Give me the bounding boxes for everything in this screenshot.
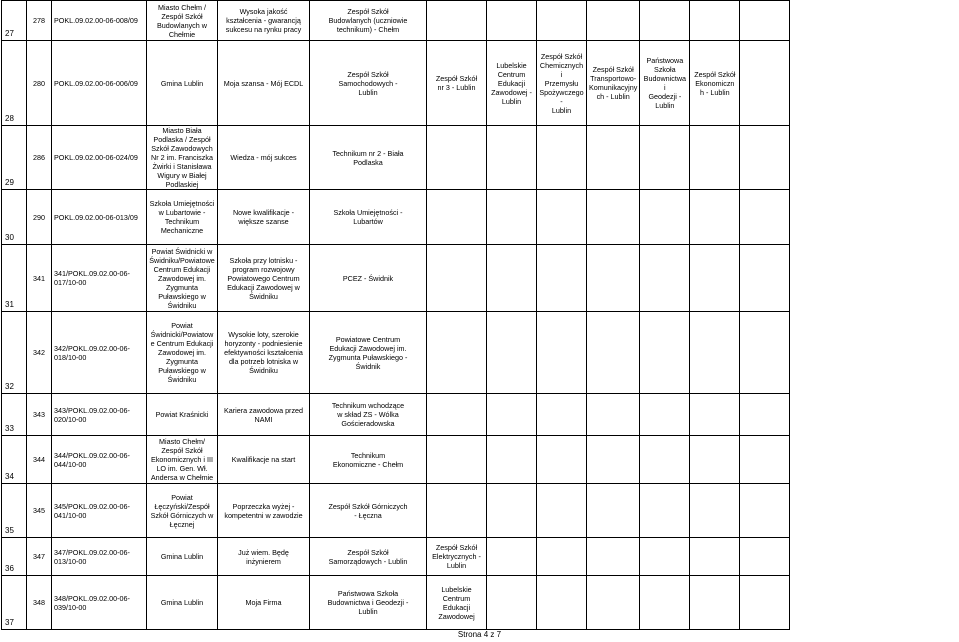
partner-school-cell <box>740 126 790 190</box>
partner-school-cell <box>690 484 740 538</box>
partner-school-cell <box>587 484 640 538</box>
partner-school-cell <box>640 126 690 190</box>
table-row <box>2 436 915 484</box>
row-number-cell: 32 <box>2 312 27 394</box>
partner-school-cell <box>587 1 640 41</box>
partner-school-cell <box>640 394 690 436</box>
table-row <box>2 312 915 394</box>
lp-cell: 344 <box>27 436 52 484</box>
partner-school-cell <box>487 484 537 538</box>
partner-school-cell: Zespół Szkół Ekonomiczn h - Lublin <box>690 41 740 126</box>
partner-school-cell <box>587 190 640 245</box>
partner-school-cell <box>640 1 690 41</box>
partner-school-cell: Zespół Szkół Elektrycznych - Lublin <box>427 538 487 576</box>
table-row <box>2 538 915 576</box>
lp-cell: 286 <box>27 126 52 190</box>
school-cell: PCEZ - Świdnik <box>310 245 427 312</box>
table-row <box>2 576 915 630</box>
project-number-cell: 345/POKL.09.02.00-06- 041/10-00 <box>52 484 147 538</box>
school-cell: Technikum wchodzące w skład ZS - Wólka Gościeradowska <box>310 394 427 436</box>
partner-school-cell <box>537 484 587 538</box>
partner-school-cell <box>537 190 587 245</box>
partner-school-cell <box>427 394 487 436</box>
partner-school-cell <box>740 245 790 312</box>
partner-school-cell <box>587 312 640 394</box>
partner-school-cell <box>587 394 640 436</box>
project-title-cell: Moja Firma <box>218 576 310 630</box>
partner-school-cell <box>587 538 640 576</box>
partner-school-cell <box>487 436 537 484</box>
partner-school-cell <box>640 190 690 245</box>
partner-school-cell <box>427 126 487 190</box>
partner-school-cell <box>740 576 790 630</box>
partner-school-cell <box>740 538 790 576</box>
row-number-cell: 35 <box>2 484 27 538</box>
project-table <box>1 0 915 630</box>
partner-school-cell <box>487 312 537 394</box>
partner-school-cell <box>487 576 537 630</box>
partner-school-cell <box>690 1 740 41</box>
partner-school-cell <box>587 576 640 630</box>
partner-school-cell <box>537 312 587 394</box>
row-number-cell: 30 <box>2 190 27 245</box>
lp-cell: 348 <box>27 576 52 630</box>
row-number-cell: 28 <box>2 41 27 126</box>
partner-school-cell <box>690 126 740 190</box>
project-number-cell: 347/POKL.09.02.00-06- 013/10-00 <box>52 538 147 576</box>
partner-school-cell <box>740 436 790 484</box>
partner-school-cell <box>427 484 487 538</box>
table-row <box>2 245 915 312</box>
partner-school-cell <box>427 190 487 245</box>
partner-school-cell <box>487 190 537 245</box>
lp-cell: 347 <box>27 538 52 576</box>
partner-school-cell <box>587 436 640 484</box>
partner-school-cell <box>537 126 587 190</box>
partner-school-cell <box>537 245 587 312</box>
partner-school-cell <box>587 245 640 312</box>
lp-cell: 341 <box>27 245 52 312</box>
project-number-cell: POKL.09.02.00-06-013/09 <box>52 190 147 245</box>
table-row <box>2 126 915 190</box>
project-number-cell: POKL.09.02.00-06-024/09 <box>52 126 147 190</box>
partner-school-cell <box>427 436 487 484</box>
partner-school-cell <box>690 436 740 484</box>
project-title-cell: Kariera zawodowa przed NAMI <box>218 394 310 436</box>
partner-school-cell <box>487 245 537 312</box>
lp-cell: 343 <box>27 394 52 436</box>
applicant-cell: Miasto Biała Podlaska / Zespół Szkół Zawodowych Nr 2 im. Franciszka Żwirki i Stanisława Wigury w Białej Podlaskiej <box>147 126 218 190</box>
school-cell: Zespół Szkół Samorządowych - Lublin <box>310 538 427 576</box>
partner-school-cell <box>537 576 587 630</box>
partner-school-cell <box>587 126 640 190</box>
partner-school-cell <box>640 576 690 630</box>
page-footer: Strona 4 z 7 <box>457 630 502 639</box>
project-title-cell: Wysoka jakość kształcenia - gwarancją sukcesu na rynku pracy <box>218 1 310 41</box>
school-cell: Szkoła Umiejętności - Lubartów <box>310 190 427 245</box>
lp-cell: 345 <box>27 484 52 538</box>
lp-cell: 280 <box>27 41 52 126</box>
partner-school-cell <box>690 190 740 245</box>
table-row <box>2 394 915 436</box>
partner-school-cell <box>487 126 537 190</box>
partner-school-cell <box>537 436 587 484</box>
project-title-cell: Kwalifikacje na start <box>218 436 310 484</box>
partner-school-cell <box>640 436 690 484</box>
row-number-cell: 29 <box>2 126 27 190</box>
partner-school-cell: Lubelskie Centrum Edukacji Zawodowej <box>427 576 487 630</box>
project-number-cell: 342/POKL.09.02.00-06- 018/10-00 <box>52 312 147 394</box>
applicant-cell: Miasto Chełm/ Zespół Szkół Ekonomicznych i III LO im. Gen. Wł. Andersa w Chełmie <box>147 436 218 484</box>
project-title-cell: Poprzeczka wyżej - kompetentni w zawodzie <box>218 484 310 538</box>
partner-school-cell <box>740 312 790 394</box>
lp-cell: 290 <box>27 190 52 245</box>
partner-school-cell <box>640 538 690 576</box>
project-number-cell: 343/POKL.09.02.00-06- 020/10-00 <box>52 394 147 436</box>
partner-school-cell <box>740 190 790 245</box>
school-cell: Zespół Szkół Samochodowych - Lublin <box>310 41 427 126</box>
partner-school-cell <box>640 484 690 538</box>
partner-school-cell: Lubelskie Centrum Edukacji Zawodowej - Lublin <box>487 41 537 126</box>
row-number-cell: 27 <box>2 1 27 41</box>
partner-school-cell <box>487 538 537 576</box>
applicant-cell: Szkoła Umiejętności w Lubartowie - Technikum Mechaniczne <box>147 190 218 245</box>
project-title-cell: Nowe kwalifikacje - większe szanse <box>218 190 310 245</box>
lp-cell: 278 <box>27 1 52 41</box>
project-number-cell: 348/POKL.09.02.00-06- 039/10-00 <box>52 576 147 630</box>
row-number-cell: 37 <box>2 576 27 630</box>
project-title-cell: Już wiem. Będę inżynierem <box>218 538 310 576</box>
partner-school-cell <box>537 538 587 576</box>
table-row <box>2 190 915 245</box>
project-title-cell: Szkoła przy lotnisku - program rozwojowy Powiatowego Centrum Edukacji Zawodowej w Świdniku <box>218 245 310 312</box>
table-row <box>2 1 915 41</box>
school-cell: Zespół Szkół Górniczych - Łęczna <box>310 484 427 538</box>
row-number-cell: 31 <box>2 245 27 312</box>
project-number-cell: 344/POKL.09.02.00-06- 044/10-00 <box>52 436 147 484</box>
applicant-cell: Powiat Kraśnicki <box>147 394 218 436</box>
partner-school-cell <box>427 312 487 394</box>
partner-school-cell <box>427 1 487 41</box>
school-cell: Zespół Szkół Budowlanych (uczniowie technikum) - Chełm <box>310 1 427 41</box>
applicant-cell: Powiat Świdnicki w Świdniku/Powiatowe Centrum Edukacji Zawodowej im. Zygmunta Puławskiego w Świdniku <box>147 245 218 312</box>
lp-cell: 342 <box>27 312 52 394</box>
applicant-cell: Miasto Chełm / Zespół Szkół Budowlanych w Chełmie <box>147 1 218 41</box>
applicant-cell: Gmina Lublin <box>147 538 218 576</box>
partner-school-cell <box>487 1 537 41</box>
applicant-cell: Gmina Lublin <box>147 41 218 126</box>
table-row <box>2 41 915 126</box>
partner-school-cell <box>690 312 740 394</box>
partner-school-cell <box>740 41 790 126</box>
partner-school-cell <box>740 484 790 538</box>
project-number-cell: POKL.09.02.00-06-006/09 <box>52 41 147 126</box>
partner-school-cell: Państwowa Szkoła Budownictwa i Geodezji - Lublin <box>640 41 690 126</box>
row-number-cell: 34 <box>2 436 27 484</box>
school-cell: Technikum nr 2 - Biała Podlaska <box>310 126 427 190</box>
applicant-cell: Powiat Świdnicki/Powiatow e Centrum Edukacji Zawodowej im. Zygmunta Puławskiego w Świdniku <box>147 312 218 394</box>
partner-school-cell <box>537 394 587 436</box>
partner-school-cell <box>690 245 740 312</box>
partner-school-cell <box>740 1 790 41</box>
partner-school-cell: Zespół Szkół Chemicznych i Przemysłu Spożywczego - Lublin <box>537 41 587 126</box>
partner-school-cell: Zespół Szkół Transportowo- Komunikacyjny ch - Lublin <box>587 41 640 126</box>
applicant-cell: Powiat Łęczyński/Zespół Szkół Górniczych w Łęcznej <box>147 484 218 538</box>
project-number-cell: 341/POKL.09.02.00-06- 017/10-00 <box>52 245 147 312</box>
row-number-cell: 36 <box>2 538 27 576</box>
table-row <box>2 484 915 538</box>
partner-school-cell <box>640 312 690 394</box>
partner-school-cell <box>690 576 740 630</box>
partner-school-cell <box>427 245 487 312</box>
project-title-cell: Wysokie loty, szerokie horyzonty - podniesienie efektywności kształcenia dla potrzeb lotniska w Świdniku <box>218 312 310 394</box>
partner-school-cell: Zespół Szkół nr 3 - Lublin <box>427 41 487 126</box>
partner-school-cell <box>537 1 587 41</box>
school-cell: Państwowa Szkoła Budownictwa i Geodezji - Lublin <box>310 576 427 630</box>
project-number-cell: POKL.09.02.00-06-008/09 <box>52 1 147 41</box>
partner-school-cell <box>487 394 537 436</box>
school-cell: Technikum Ekonomiczne - Chełm <box>310 436 427 484</box>
project-title-cell: Moja szansa - Mój ECDL <box>218 41 310 126</box>
row-number-cell: 33 <box>2 394 27 436</box>
partner-school-cell <box>690 394 740 436</box>
project-title-cell: Wiedza - mój sukces <box>218 126 310 190</box>
school-cell: Powiatowe Centrum Edukacji Zawodowej im. Zygmunta Puławskiego - Świdnik <box>310 312 427 394</box>
applicant-cell: Gmina Lublin <box>147 576 218 630</box>
partner-school-cell <box>740 394 790 436</box>
partner-school-cell <box>640 245 690 312</box>
partner-school-cell <box>690 538 740 576</box>
